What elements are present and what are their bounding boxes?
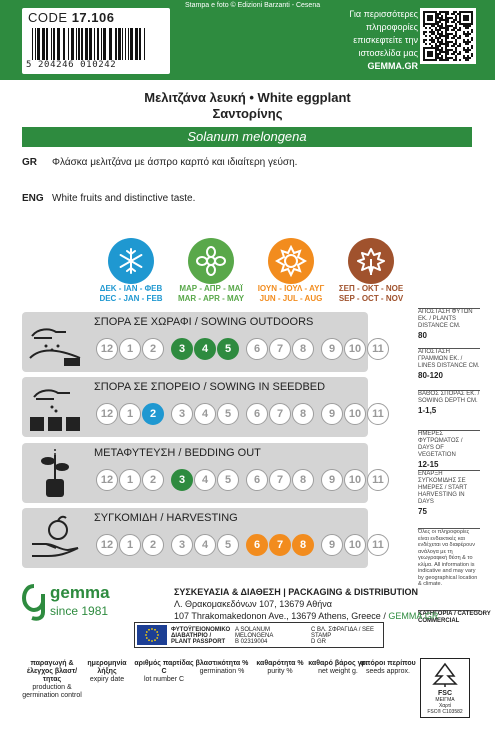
leaf-icon bbox=[348, 238, 394, 284]
fsc-tree-icon bbox=[430, 662, 460, 688]
month-5: 5 bbox=[217, 403, 239, 425]
month-5: 5 bbox=[217, 534, 239, 556]
stampa-credit: Stampa e foto © Edizioni Barzanti - Cesena bbox=[185, 2, 321, 9]
latin-name: Solanum melongena bbox=[22, 127, 472, 147]
month-2: 2 bbox=[142, 534, 164, 556]
month-2: 2 bbox=[142, 338, 164, 360]
season-spring: ΜΑΡ - ΑΠΡ - ΜΑΪ MAR - APR - MAY bbox=[176, 238, 246, 304]
month-9: 9 bbox=[321, 469, 343, 491]
site-link[interactable]: GEMMA.GR bbox=[367, 61, 418, 71]
description-gr: GR Φλάσκα μελιτζάνα με άσπρο καρπό και ιδιαίτερη γεύση. bbox=[22, 157, 298, 168]
month-4: 4 bbox=[194, 403, 216, 425]
month-8: 8 bbox=[292, 403, 314, 425]
header-band bbox=[0, 0, 495, 80]
month-4: 4 bbox=[194, 469, 216, 491]
sun-icon bbox=[268, 238, 314, 284]
side-note: Όλες οι πληροφορίες είναι ενδεικτικές και ενδέχεται να διαφέρουν ανάλογα με τη γεωγραφική θέση & το κλίμα. All information is indicative and may vary by geographical location & climate. bbox=[418, 526, 480, 588]
season-summer: ΙΟΥΝ - ΙΟΥΛ - ΑΥΓ JUN - JUL - AUG bbox=[256, 238, 326, 304]
month-12: 12 bbox=[96, 338, 118, 360]
month-9: 9 bbox=[321, 403, 343, 425]
lines-distance: ΑΠΟΣΤΑΣΗ ΓΡΑΜΜΩΝ ΕΚ. / LINES DISTANCE CM. 80-120 bbox=[418, 349, 480, 380]
month-12: 12 bbox=[96, 403, 118, 425]
month-5: 5 bbox=[217, 338, 239, 360]
category: ΚΑΤΗΓΟΡΙΑ / CATEGORY COMMERCIAL bbox=[418, 611, 491, 624]
month-10: 10 bbox=[344, 403, 366, 425]
sowing-outdoors-icon bbox=[26, 314, 84, 370]
month-3: 3 bbox=[171, 403, 193, 425]
month-1: 1 bbox=[119, 338, 141, 360]
month-5: 5 bbox=[217, 469, 239, 491]
month-7: 7 bbox=[269, 403, 291, 425]
calendar-row-3 bbox=[22, 443, 384, 503]
month-9: 9 bbox=[321, 534, 343, 556]
kod-text: ΚΩΔ. 17107 bbox=[156, 35, 162, 68]
month-3: 3 bbox=[171, 534, 193, 556]
month-8: 8 bbox=[292, 469, 314, 491]
calendar-row-title: ΣΥΓΚΟΜΙΔΗ / HARVESTING bbox=[94, 512, 238, 524]
month-10: 10 bbox=[344, 534, 366, 556]
month-2: 2 bbox=[142, 469, 164, 491]
start-harvesting: ΕΝΑΡΞΗ ΣΥΓΚΟΜΙΔΗΣ ΣΕ ΗΜΕΡΕΣ / START HARVESTING IN DAYS 75 bbox=[418, 468, 480, 518]
description-en: ENG White fruits and distinctive taste. bbox=[22, 193, 196, 204]
month-8: 8 bbox=[292, 534, 314, 556]
month-7: 7 bbox=[269, 338, 291, 360]
packaging-distribution: ΣΥΣΚΕΥΑΣΙΑ & ΔΙΑΘΕΣΗ | PACKAGING & DISTRIBUTION Λ. Θρακομακεδόνων 107, 13679 Αθήνα 107 Thrakomakedonon Ave., 13679 Athens, Greece / GEMMA.GR bbox=[174, 587, 439, 621]
snowflake-icon bbox=[108, 238, 154, 284]
harvest-icon bbox=[26, 510, 84, 566]
month-4: 4 bbox=[194, 338, 216, 360]
product-code: CODE 17.106 bbox=[28, 10, 115, 25]
transplant-icon bbox=[26, 445, 84, 501]
month-7: 7 bbox=[269, 534, 291, 556]
calendar-row-4 bbox=[22, 508, 384, 568]
month-7: 7 bbox=[269, 469, 291, 491]
month-8: 8 bbox=[292, 338, 314, 360]
season-winter: ΔΕΚ - ΙΑΝ - ΦΕΒ DEC - JAN - FEB bbox=[96, 238, 166, 304]
more-info-text: Για περισσότερες πληροφορίες επισκεφτείτε την ιστοσελίδα μας GEMMA.GR bbox=[318, 8, 418, 73]
eu-flag-icon bbox=[137, 625, 167, 645]
website-link[interactable]: GEMMA.GR bbox=[388, 611, 439, 621]
month-4: 4 bbox=[194, 534, 216, 556]
gemma-wordmark: gemma bbox=[50, 583, 110, 602]
code-box bbox=[22, 8, 170, 74]
month-10: 10 bbox=[344, 469, 366, 491]
month-11: 11 bbox=[367, 403, 389, 425]
month-1: 1 bbox=[119, 403, 141, 425]
since-text: since 1981 bbox=[50, 604, 109, 618]
calendar-row-2 bbox=[22, 377, 384, 437]
month-12: 12 bbox=[96, 469, 118, 491]
month-11: 11 bbox=[367, 338, 389, 360]
barcode-number: 5 204246 010242 bbox=[26, 60, 117, 70]
qr-code-icon[interactable] bbox=[420, 8, 476, 64]
sowing-depth: ΒΑΘΟΣ ΣΠΟΡΑΣ ΕΚ. / SOWING DEPTH CM. 1-1,5 bbox=[418, 391, 480, 415]
calendar-row-1 bbox=[22, 312, 384, 372]
gemma-logo-icon bbox=[22, 584, 46, 622]
month-11: 11 bbox=[367, 469, 389, 491]
month-11: 11 bbox=[367, 534, 389, 556]
month-6: 6 bbox=[246, 403, 268, 425]
fsc-label: FSC ΜΕΙΓΜΑ Χαρτί FSC® C103582 bbox=[420, 658, 470, 718]
plant-passport: ΦΥΤΟΫΓΕΙΟΝΟΜΙΚΟ ΔΙΑΒΑΤΗΡΙΟ / PLANT PASSPORT A SOLANUM MELONGENA B 02319004 C ΒΛ. ΣΦΡΑΓΙΔΑ / SEE STAMP D GR bbox=[134, 622, 384, 648]
barcode-icon bbox=[30, 28, 162, 60]
flower-icon bbox=[188, 238, 234, 284]
season-autumn: ΣΕΠ - ΟΚΤ - ΝΟΕ SEP - OCT - NOV bbox=[336, 238, 406, 304]
month-10: 10 bbox=[344, 338, 366, 360]
month-3: 3 bbox=[171, 469, 193, 491]
month-6: 6 bbox=[246, 338, 268, 360]
calendar-row-title: ΣΠΟΡΑ ΣΕ ΧΩΡΑΦΙ / SOWING OUTDOORS bbox=[94, 316, 314, 328]
seedbed-icon bbox=[26, 379, 84, 435]
calendar-row-title: ΜΕΤΑΦΥΤΕΥΣΗ / BEDDING OUT bbox=[94, 447, 261, 459]
month-2: 2 bbox=[142, 403, 164, 425]
plants-distance: ΑΠΟΣΤΑΣΗ ΦΥΤΩΝ ΕΚ. / PLANTS DISTANCE CM. 80 bbox=[418, 306, 480, 342]
month-1: 1 bbox=[119, 469, 141, 491]
month-3: 3 bbox=[171, 338, 193, 360]
month-12: 12 bbox=[96, 534, 118, 556]
days-vegetation: ΗΜΕΡΕΣ ΦΥΤΡΩΜΑΤΟΣ / DAYS OF VEGETATION 12-15 bbox=[418, 428, 480, 471]
page-title: Μελιτζάνα λευκή • White eggplant Σαντορίνης bbox=[144, 90, 351, 121]
calendar-row-title: ΣΠΟΡΑ ΣΕ ΣΠΟΡΕΙΟ / SOWING IN SEEDBED bbox=[94, 381, 326, 393]
month-6: 6 bbox=[246, 534, 268, 556]
month-9: 9 bbox=[321, 338, 343, 360]
month-1: 1 bbox=[119, 534, 141, 556]
month-6: 6 bbox=[246, 469, 268, 491]
